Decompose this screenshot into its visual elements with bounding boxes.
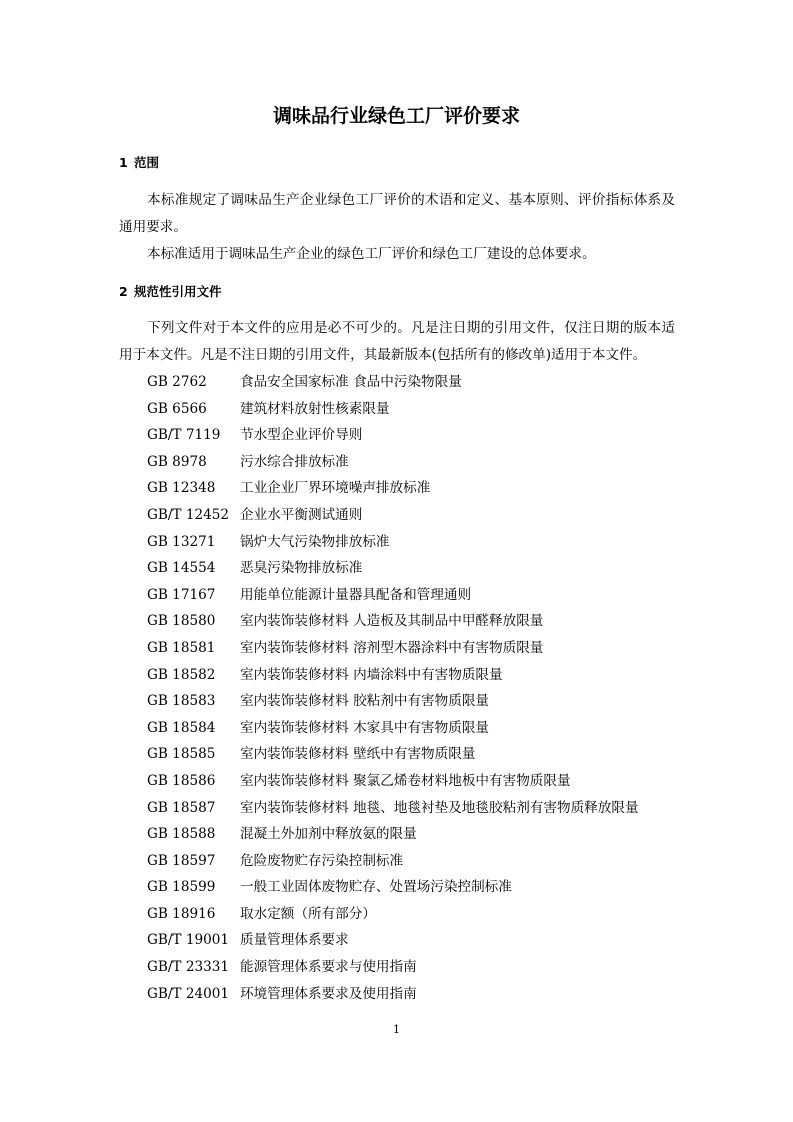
reference-title: 建筑材料放射性核素限量 bbox=[240, 400, 390, 417]
reference-title: 室内装饰装修材料 人造板及其制品中甲醛释放限量 bbox=[240, 613, 544, 630]
reference-code: GB 18599 bbox=[147, 879, 216, 896]
reference-code: GB 8978 bbox=[147, 453, 207, 470]
reference-item bbox=[147, 927, 639, 954]
reference-title: 室内装饰装修材料 聚氯乙烯卷材料地板中有害物质限量 bbox=[240, 772, 571, 789]
reference-item bbox=[147, 874, 639, 901]
scope-paragraph-2: 本标准适用于调味品生产企业的绿色工厂评价和绿色工厂建设的总体要求。 bbox=[147, 246, 596, 262]
reference-item bbox=[147, 608, 639, 635]
reference-item bbox=[147, 635, 639, 662]
reference-item bbox=[147, 662, 639, 689]
section-title: 范围 bbox=[134, 155, 160, 170]
reference-title: 室内装饰装修材料 内墙涂料中有害物质限量 bbox=[240, 666, 503, 683]
reference-code: GB 14554 bbox=[147, 560, 216, 577]
reference-code: GB 18586 bbox=[147, 772, 216, 789]
section-title: 规范性引用文件 bbox=[134, 284, 222, 299]
reference-title: 危险废物贮存污染控制标准 bbox=[240, 852, 404, 869]
reference-title: 恶臭污染物排放标准 bbox=[240, 560, 363, 577]
reference-code: GB 2762 bbox=[147, 374, 207, 390]
reference-title: 企业水平衡测试通则 bbox=[240, 506, 363, 523]
reference-item bbox=[147, 475, 639, 502]
reference-title: 室内装饰装修材料 木家具中有害物质限量 bbox=[240, 719, 490, 736]
reference-item bbox=[147, 688, 639, 715]
reference-code: GB 18588 bbox=[147, 826, 216, 843]
reference-title: 污水综合排放标准 bbox=[240, 453, 349, 470]
reference-code: GB 18582 bbox=[147, 666, 216, 683]
reference-item bbox=[147, 449, 639, 476]
page-number: 1 bbox=[393, 1023, 400, 1036]
reference-title: 一般工业固体废物贮存、处置场污染控制标准 bbox=[240, 879, 512, 896]
reference-code: GB 13271 bbox=[147, 533, 216, 550]
reference-title: 环境管理体系要求及使用指南 bbox=[240, 985, 417, 1002]
reference-title: 能源管理体系要求与使用指南 bbox=[240, 959, 417, 976]
reference-title: 混凝土外加剂中释放氨的限量 bbox=[240, 826, 417, 843]
reference-title: 锅炉大气污染物排放标准 bbox=[240, 533, 390, 550]
reference-code: GB/T 24001 bbox=[147, 985, 230, 1002]
reference-item bbox=[147, 848, 639, 875]
reference-item bbox=[147, 369, 639, 396]
reference-code: GB 17167 bbox=[147, 586, 216, 603]
reference-title: 质量管理体系要求 bbox=[240, 932, 349, 949]
reference-list bbox=[147, 369, 639, 1007]
reference-item bbox=[147, 396, 639, 423]
reference-item bbox=[147, 582, 639, 609]
references-intro-paragraph: 下列文件对于本文件的应用是必不可少的。凡是注日期的引用文件，仅注日期的版本适用于本文件。凡是不注日期的引用文件，其最新版本(包括所有的修改单)适用于本文件。 bbox=[119, 320, 675, 363]
reference-item bbox=[147, 768, 639, 795]
reference-title: 食品安全国家标准 食品中污染物限量 bbox=[240, 374, 462, 390]
reference-code: GB 12348 bbox=[147, 480, 216, 497]
reference-title: 用能单位能源计量器具配备和管理通则 bbox=[240, 586, 472, 603]
reference-code: GB/T 7119 bbox=[147, 427, 221, 444]
section-number: 2 bbox=[119, 284, 128, 299]
reference-title: 室内装饰装修材料 溶剂型木器涂料中有害物质限量 bbox=[240, 639, 544, 656]
reference-item bbox=[147, 555, 639, 582]
page-title: 调味品行业绿色工厂评价要求 bbox=[272, 105, 520, 127]
reference-code: GB 6566 bbox=[147, 400, 207, 417]
reference-code: GB/T 23331 bbox=[147, 959, 230, 976]
reference-code: GB 18587 bbox=[147, 799, 216, 816]
reference-code: GB/T 19001 bbox=[147, 932, 230, 949]
section-number: 1 bbox=[119, 155, 128, 170]
reference-item bbox=[147, 502, 639, 529]
reference-code: GB 18580 bbox=[147, 613, 216, 630]
reference-title: 室内装饰装修材料 壁纸中有害物质限量 bbox=[240, 746, 476, 763]
reference-code: GB 18597 bbox=[147, 852, 216, 869]
reference-item bbox=[147, 981, 639, 1008]
reference-code: GB/T 12452 bbox=[147, 506, 230, 523]
reference-item bbox=[147, 954, 639, 981]
reference-code: GB 18585 bbox=[147, 746, 216, 763]
section-heading-normative-references bbox=[119, 282, 222, 302]
reference-item bbox=[147, 901, 639, 928]
reference-title: 室内装饰装修材料 地毯、地毯衬垫及地毯胶粘剂有害物质释放限量 bbox=[240, 799, 639, 816]
reference-code: GB 18583 bbox=[147, 693, 216, 710]
reference-code: GB 18581 bbox=[147, 639, 216, 656]
reference-item bbox=[147, 715, 639, 742]
section-heading-scope bbox=[119, 153, 159, 173]
reference-code: GB 18584 bbox=[147, 719, 216, 736]
reference-item bbox=[147, 422, 639, 449]
reference-item bbox=[147, 529, 639, 556]
reference-title: 取水定额（所有部分） bbox=[240, 905, 376, 922]
reference-item bbox=[147, 795, 639, 822]
reference-item bbox=[147, 821, 639, 848]
reference-code: GB 18916 bbox=[147, 905, 216, 922]
reference-title: 节水型企业评价导则 bbox=[240, 427, 363, 444]
reference-title: 工业企业厂界环境噪声排放标准 bbox=[240, 480, 431, 497]
scope-paragraph-1: 本标准规定了调味品生产企业绿色工厂评价的术语和定义、基本原则、评价指标体系及通用要求。 bbox=[119, 192, 675, 235]
reference-item bbox=[147, 741, 639, 768]
reference-title: 室内装饰装修材料 胶粘剂中有害物质限量 bbox=[240, 693, 490, 710]
